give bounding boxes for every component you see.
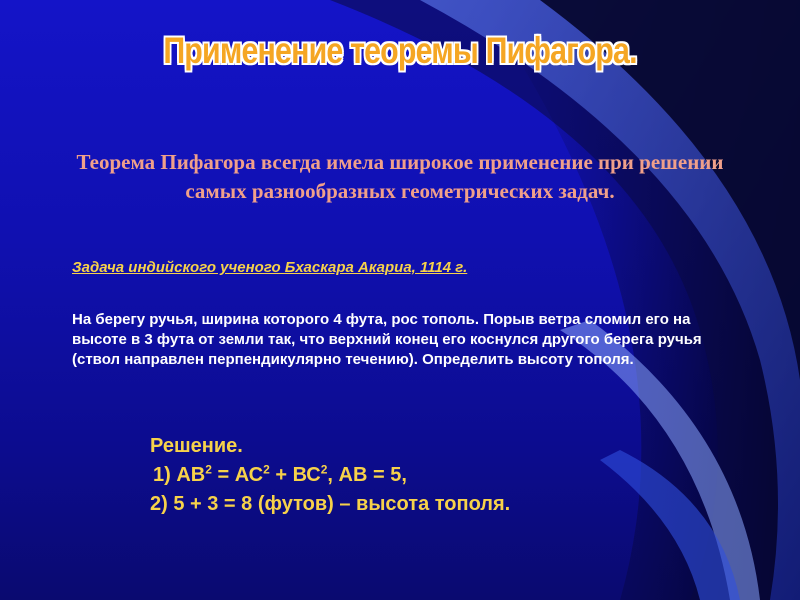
task-text: На берегу ручья, ширина которого 4 фута, рос тополь. Порыв ветра сломил его на высоте в 3 фута от земли так, что верхний конец его коснулся другого берега ручья (ствол направлен перпендикулярно течению). Определить высоту тополя. bbox=[72, 311, 702, 368]
step1-exp1: 2 bbox=[205, 462, 212, 477]
solution-block bbox=[150, 432, 510, 519]
step1-mid2: + ВС bbox=[269, 464, 321, 486]
step1-exp3: 2 bbox=[320, 462, 328, 477]
step1-exp2: 2 bbox=[263, 462, 270, 477]
slide-title: Применение теоремы Пифагора. bbox=[163, 30, 637, 71]
intro-text: Теорема Пифагора всегда имела широкое применение при решении самых разнообразных геометрических задач. bbox=[76, 150, 724, 203]
solution-heading: Решение. bbox=[150, 435, 243, 457]
step1-prefix: 1) АВ bbox=[153, 464, 206, 486]
step1-mid1: = АС bbox=[211, 464, 264, 486]
step1-suffix: , АВ = 5, bbox=[327, 464, 407, 486]
task-title: Задача индийского ученого Бхаскара Акариа, 1114 г. bbox=[72, 259, 468, 276]
solution-step-1 bbox=[150, 461, 510, 490]
solution-step-2: 2) 5 + 3 = 8 (футов) – высота тополя. bbox=[150, 493, 511, 515]
